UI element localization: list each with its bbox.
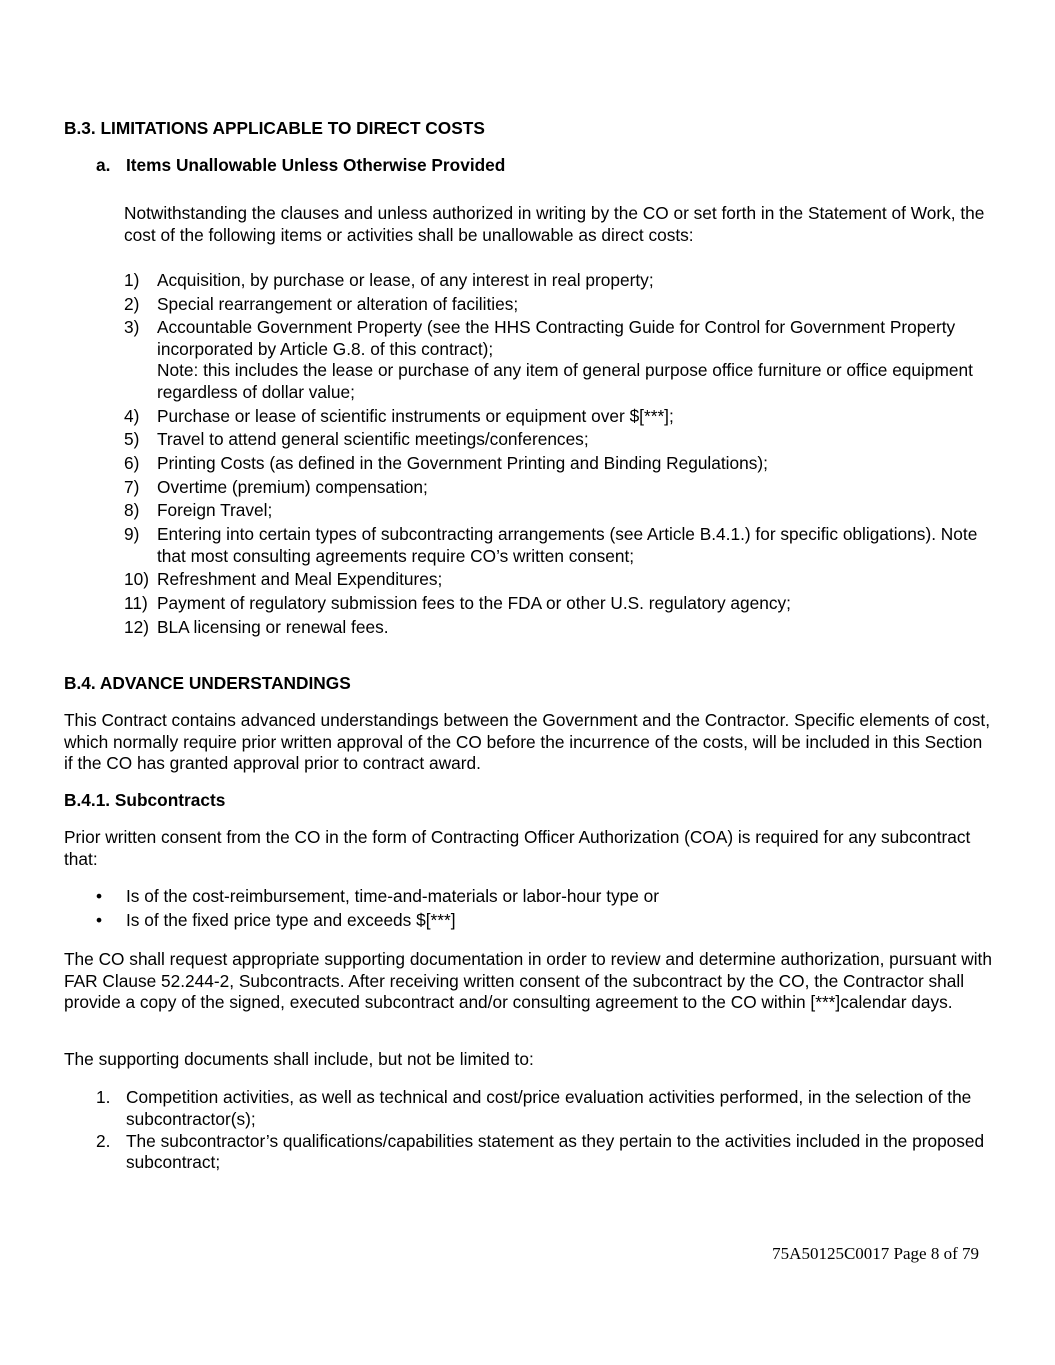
list-item xyxy=(96,1131,996,1174)
item-text: BLA licensing or renewal fees. xyxy=(157,616,389,637)
section-b41-heading: B.4.1. Subcontracts xyxy=(64,790,226,810)
item-number: 1) xyxy=(124,270,140,290)
list-item xyxy=(124,500,1004,522)
item-text: Entering into certain types of subcontracting arrangements (see Article B.4.1.) for specific obligations). Note that most consulting agreements require CO’s written consent; xyxy=(157,524,978,566)
item-number: 10) xyxy=(124,569,149,590)
item-number: 6) xyxy=(124,452,140,473)
item-text: Special rearrangement or alteration of facilities; xyxy=(157,293,519,314)
item-number: 11) xyxy=(124,592,148,613)
item-number: 4) xyxy=(124,405,140,426)
item-text: Is of the fixed price type and exceeds $[***] xyxy=(126,910,456,930)
item-text: Refreshment and Meal Expenditures; xyxy=(157,569,443,590)
section-b41-intro: Prior written consent from the CO in the form of Contracting Officer Authorization (COA) is required for any subcontract that: xyxy=(64,827,971,869)
section-b41-para2: The CO shall request appropriate supporting documentation in order to review and determine authorization, pursuant with FAR Clause 52.244-2, Subcontracts. After receiving written consent of the subcontract by the CO, the Contractor shall provide a copy of the signed, executed subcontract and/or consulting agreement to the CO within [***]calendar days. xyxy=(64,949,992,1012)
list-item xyxy=(124,453,1004,475)
item-number: 9) xyxy=(124,524,140,544)
list-item xyxy=(124,270,1004,292)
list-item xyxy=(124,406,1004,428)
subsection-a-heading xyxy=(96,155,505,177)
list-item xyxy=(124,593,1004,615)
bullet-icon: • xyxy=(96,910,103,930)
subsection-a-marker: a. xyxy=(96,155,111,175)
item-text: Acquisition, by purchase or lease, of any interest in real property; xyxy=(157,270,654,290)
item-text: Payment of regulatory submission fees to the FDA or other U.S. regulatory agency; xyxy=(157,592,791,613)
item-number: 8) xyxy=(124,500,140,521)
supporting-documents-list xyxy=(96,1087,996,1174)
item-number: 12) xyxy=(124,616,149,637)
item-text: Printing Costs (as defined in the Government Printing and Binding Regulations); xyxy=(157,452,768,473)
list-item xyxy=(124,569,1004,591)
section-b4-intro: This Contract contains advanced understandings between the Government and the Contractor. Specific elements of cost, which normally require prior written approval of the CO before the incurrence of the costs, will be included in this Section if the CO has granted approval prior to contract award. xyxy=(64,710,991,773)
item-note: Note: this includes the lease or purchase of any item of general purpose office furniture or office equipment regardless of dollar value; xyxy=(157,360,973,402)
item-text: The subcontractor’s qualifications/capabilities statement as they pertain to the activities included in the proposed subcontract; xyxy=(126,1130,985,1172)
list-item xyxy=(96,1087,996,1130)
section-b3-heading: B.3. LIMITATIONS APPLICABLE TO DIRECT COSTS xyxy=(64,118,485,138)
page-footer: 75A50125C0017 Page 8 of 79 xyxy=(772,1244,979,1263)
item-text: Competition activities, as well as technical and cost/price evaluation activities performed, in the selection of the subcontractor(s); xyxy=(126,1087,972,1129)
list-item xyxy=(124,294,1004,316)
item-number: 3) xyxy=(124,317,140,338)
item-text: Accountable Government Property (see the HHS Contracting Guide for Control for Government Property incorporated by Article G.8. of this contract); xyxy=(157,317,956,359)
item-text: Is of the cost-reimbursement, time-and-materials or labor-hour type or xyxy=(126,886,660,906)
list-item xyxy=(124,317,1004,403)
list-item xyxy=(124,524,1004,567)
section-b41-para3: The supporting documents shall include, but not be limited to: xyxy=(64,1049,534,1069)
item-number: 2. xyxy=(96,1130,111,1151)
item-text: Foreign Travel; xyxy=(157,500,273,521)
section-b4-heading: B.4. ADVANCE UNDERSTANDINGS xyxy=(64,673,351,693)
item-text: Overtime (premium) compensation; xyxy=(157,476,428,497)
bullet-icon: • xyxy=(96,886,103,906)
list-item xyxy=(124,477,1004,499)
list-item xyxy=(96,910,996,932)
item-text: Purchase or lease of scientific instruments or equipment over $[***]; xyxy=(157,405,674,426)
list-item xyxy=(124,617,1004,639)
list-item xyxy=(96,886,996,908)
subcontract-conditions-list xyxy=(96,886,996,934)
subsection-a-title: Items Unallowable Unless Otherwise Provided xyxy=(126,155,506,175)
subsection-a-intro: Notwithstanding the clauses and unless authorized in writing by the CO or set forth in the Statement of Work, the cost of the following items or activities shall be unallowable as direct costs: xyxy=(124,203,985,245)
item-number: 5) xyxy=(124,429,140,450)
item-text: Travel to attend general scientific meetings/conferences; xyxy=(157,429,589,450)
item-number: 2) xyxy=(124,293,140,314)
item-number: 1. xyxy=(96,1087,111,1107)
item-number: 7) xyxy=(124,476,140,497)
unallowable-items-list xyxy=(124,270,1004,640)
list-item xyxy=(124,429,1004,451)
